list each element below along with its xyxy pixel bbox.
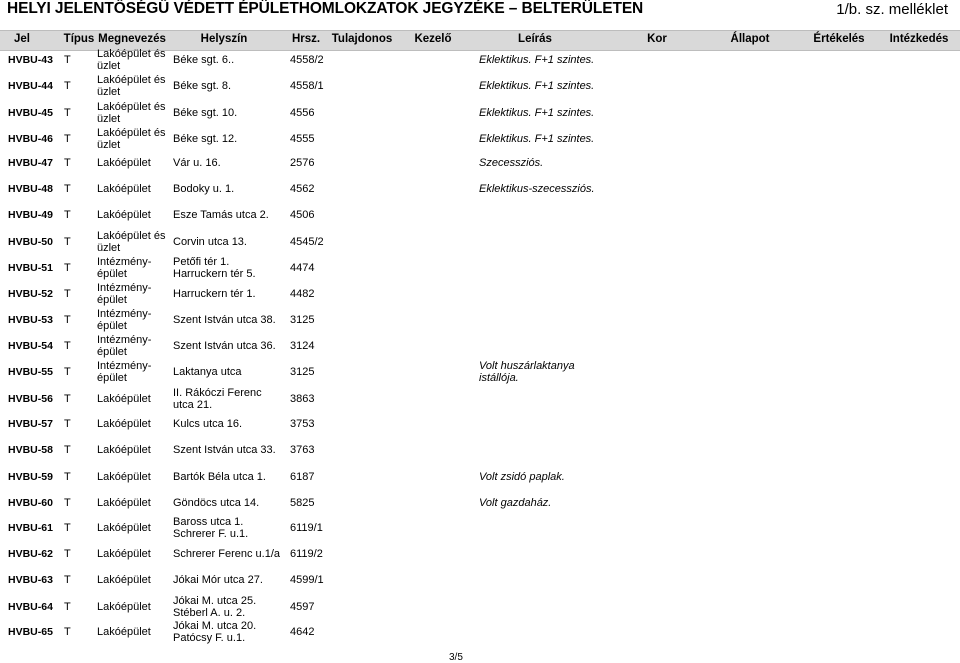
cell-megnevezes-line: Lakóépület bbox=[97, 601, 151, 613]
cell-megnevezes bbox=[97, 183, 151, 195]
cell-megnevezes-line: Lakóépület bbox=[97, 626, 151, 638]
cell-megnevezes-line: épület bbox=[97, 372, 127, 384]
cell-megnevezes bbox=[97, 626, 151, 638]
cell-hrsz: 4545/2 bbox=[290, 236, 324, 248]
cell-leiras: Eklektikus. F+1 szintes. bbox=[479, 54, 595, 66]
cell-hrsz: 3753 bbox=[290, 418, 315, 430]
cell-jel: HVBU-52 bbox=[8, 288, 53, 300]
page-number: 3/5 bbox=[449, 652, 463, 663]
cell-helyszin bbox=[173, 340, 276, 352]
cell-tipus: T bbox=[64, 548, 71, 560]
cell-helyszin-line: Bartók Béla utca 1. bbox=[173, 471, 266, 483]
column-header-allapot: Állapot bbox=[730, 33, 770, 45]
cell-note bbox=[479, 471, 565, 483]
cell-megnevezes-line: Lakóépület és bbox=[97, 230, 166, 242]
cell-helyszin-line: Kulcs utca 16. bbox=[173, 418, 243, 430]
cell-helyszin-line: Béke sgt. 12. bbox=[173, 133, 238, 145]
cell-tipus: T bbox=[64, 314, 71, 326]
cell-helyszin bbox=[173, 157, 221, 169]
cell-hrsz: 4562 bbox=[290, 183, 315, 195]
cell-megnevezes bbox=[97, 282, 151, 306]
cell-megnevezes bbox=[97, 471, 151, 483]
cell-hrsz: 4555 bbox=[290, 133, 315, 145]
cell-helyszin-line: Corvin utca 13. bbox=[173, 236, 247, 248]
cell-helyszin bbox=[173, 387, 262, 411]
cell-tipus: T bbox=[64, 418, 71, 430]
cell-megnevezes-line: Lakóépület bbox=[97, 471, 151, 483]
cell-jel: HVBU-45 bbox=[8, 107, 53, 119]
cell-helyszin-line: Patócsy F. u.1. bbox=[173, 632, 246, 644]
cell-jel: HVBU-54 bbox=[8, 340, 53, 352]
title-bar bbox=[0, 0, 960, 20]
cell-helyszin-line: II. Rákóczi Ferenc bbox=[173, 387, 262, 399]
cell-helyszin-line: Baross utca 1. bbox=[173, 516, 244, 528]
cell-tipus: T bbox=[64, 157, 71, 169]
cell-megnevezes-line: Lakóépület bbox=[97, 157, 151, 169]
cell-tipus: T bbox=[64, 601, 71, 613]
cell-helyszin-line: Schrerer Ferenc u.1/a bbox=[173, 548, 280, 560]
cell-hrsz: 6187 bbox=[290, 471, 315, 483]
column-header-kezelo: Kezelő bbox=[414, 33, 452, 45]
cell-helyszin-line: Bodoky u. 1. bbox=[173, 183, 235, 195]
cell-tipus: T bbox=[64, 626, 71, 638]
cell-helyszin bbox=[173, 574, 263, 586]
cell-megnevezes bbox=[97, 74, 166, 98]
cell-megnevezes bbox=[97, 256, 151, 280]
cell-megnevezes-line: Lakóépület bbox=[97, 548, 151, 560]
cell-helyszin-line: Jókai M. utca 25. bbox=[173, 595, 257, 607]
cell-megnevezes bbox=[97, 209, 151, 221]
cell-megnevezes-line: Intézmény- bbox=[97, 256, 152, 268]
cell-jel: HVBU-64 bbox=[8, 601, 53, 613]
cell-hrsz: 4558/1 bbox=[290, 80, 324, 92]
cell-tipus: T bbox=[64, 80, 71, 92]
cell-megnevezes bbox=[97, 334, 151, 358]
cell-jel: HVBU-61 bbox=[8, 522, 53, 534]
cell-jel: HVBU-49 bbox=[8, 209, 53, 221]
cell-megnevezes-line: épület bbox=[97, 268, 127, 280]
cell-tipus: T bbox=[64, 209, 71, 221]
cell-megnevezes-line: Lakóépület bbox=[97, 444, 151, 456]
cell-helyszin-line: Vár u. 16. bbox=[173, 157, 221, 169]
cell-helyszin bbox=[173, 256, 256, 280]
cell-tipus: T bbox=[64, 133, 71, 145]
cell-megnevezes-line: Intézmény- bbox=[97, 360, 152, 372]
cell-megnevezes-line: Lakóépület bbox=[97, 183, 151, 195]
cell-helyszin-line: Szent István utca 33. bbox=[173, 444, 276, 456]
cell-hrsz: 3863 bbox=[290, 393, 315, 405]
cell-megnevezes-line: Lakóépület és bbox=[97, 48, 166, 60]
cell-tipus: T bbox=[64, 444, 71, 456]
cell-jel: HVBU-44 bbox=[8, 80, 53, 92]
column-header-ertekeles: Értékelés bbox=[813, 33, 865, 45]
column-header-hrsz: Hrsz. bbox=[291, 33, 321, 45]
column-header-intezkedes: Intézkedés bbox=[889, 33, 949, 45]
cell-helyszin-line: Harruckern tér 5. bbox=[173, 268, 256, 280]
cell-note-line: Volt huszárlaktanya bbox=[479, 360, 575, 372]
cell-megnevezes-line: üzlet bbox=[97, 113, 121, 125]
cell-helyszin bbox=[173, 471, 266, 483]
cell-helyszin-line: Béke sgt. 10. bbox=[173, 107, 238, 119]
cell-note-line: istállója. bbox=[479, 372, 519, 384]
cell-tipus: T bbox=[64, 54, 71, 66]
cell-hrsz: 4599/1 bbox=[290, 574, 324, 586]
cell-megnevezes-line: Lakóépület bbox=[97, 209, 151, 221]
cell-hrsz: 4482 bbox=[290, 288, 315, 300]
cell-hrsz: 4506 bbox=[290, 209, 315, 221]
cell-tipus: T bbox=[64, 522, 71, 534]
cell-megnevezes-line: épület bbox=[97, 294, 127, 306]
cell-megnevezes bbox=[97, 48, 166, 72]
cell-megnevezes-line: üzlet bbox=[97, 86, 121, 98]
column-header-megnevezes: Megnevezés bbox=[98, 33, 166, 45]
cell-megnevezes bbox=[97, 497, 151, 509]
cell-leiras: Szecessziós. bbox=[479, 157, 544, 169]
cell-megnevezes-line: épület bbox=[97, 346, 127, 358]
cell-hrsz: 4474 bbox=[290, 262, 315, 274]
cell-helyszin bbox=[173, 548, 280, 560]
cell-tipus: T bbox=[64, 262, 71, 274]
cell-helyszin-line: Stéberl A. u. 2. bbox=[173, 607, 246, 619]
cell-helyszin bbox=[173, 444, 276, 456]
cell-megnevezes bbox=[97, 308, 151, 332]
cell-megnevezes-line: Lakóépület és bbox=[97, 101, 166, 113]
cell-megnevezes-line: Lakóépület bbox=[97, 418, 151, 430]
cell-megnevezes-line: Intézmény- bbox=[97, 282, 152, 294]
cell-leiras: Eklektikus. F+1 szintes. bbox=[479, 80, 595, 92]
cell-helyszin bbox=[173, 183, 234, 195]
column-header-tipus: Típus bbox=[63, 33, 95, 45]
cell-hrsz: 3763 bbox=[290, 444, 315, 456]
cell-megnevezes bbox=[97, 418, 151, 430]
cell-megnevezes-line: Intézmény- bbox=[97, 308, 152, 320]
cell-jel: HVBU-43 bbox=[8, 54, 53, 66]
cell-jel: HVBU-51 bbox=[8, 262, 53, 274]
cell-hrsz: 3124 bbox=[290, 340, 315, 352]
cell-megnevezes-line: üzlet bbox=[97, 242, 121, 254]
cell-tipus: T bbox=[64, 497, 71, 509]
cell-tipus: T bbox=[64, 107, 71, 119]
cell-helyszin-line: Petőfi tér 1. bbox=[173, 256, 230, 268]
cell-megnevezes-line: üzlet bbox=[97, 60, 121, 72]
cell-helyszin-line: Béke sgt. 6.. bbox=[173, 54, 235, 66]
cell-helyszin-line: Jókai Mór utca 27. bbox=[173, 574, 263, 586]
annex-label: 1/b. sz. melléklet bbox=[836, 1, 948, 18]
column-header-tulajdonos: Tulajdonos bbox=[331, 33, 393, 45]
cell-jel: HVBU-53 bbox=[8, 314, 53, 326]
cell-helyszin bbox=[173, 497, 259, 509]
cell-megnevezes bbox=[97, 393, 151, 405]
cell-tipus: T bbox=[64, 393, 71, 405]
cell-megnevezes-line: Lakóépület bbox=[97, 522, 151, 534]
cell-megnevezes-line: üzlet bbox=[97, 139, 121, 151]
cell-hrsz: 6119/2 bbox=[290, 548, 323, 560]
cell-hrsz: 4642 bbox=[290, 626, 315, 638]
cell-megnevezes bbox=[97, 101, 166, 125]
cell-megnevezes bbox=[97, 157, 151, 169]
cell-helyszin-line: Béke sgt. 8. bbox=[173, 80, 232, 92]
document-title: HELYI JELENTŐSÉGŰ VÉDETT ÉPÜLETHOMLOKZATOK JEGYZÉKE – BELTERÜLETEN bbox=[7, 0, 644, 17]
cell-helyszin-line: utca 21. bbox=[173, 399, 213, 411]
cell-megnevezes-line: Intézmény- bbox=[97, 334, 152, 346]
cell-tipus: T bbox=[64, 471, 71, 483]
cell-jel: HVBU-58 bbox=[8, 444, 53, 456]
cell-jel: HVBU-65 bbox=[8, 626, 53, 638]
cell-hrsz: 5825 bbox=[290, 497, 315, 509]
cell-hrsz: 4558/2 bbox=[290, 54, 324, 66]
cell-megnevezes bbox=[97, 230, 166, 254]
cell-helyszin bbox=[173, 418, 242, 430]
cell-jel: HVBU-57 bbox=[8, 418, 53, 430]
cell-tipus: T bbox=[64, 574, 71, 586]
cell-megnevezes bbox=[97, 444, 151, 456]
cell-tipus: T bbox=[64, 288, 71, 300]
cell-helyszin bbox=[173, 595, 256, 619]
cell-jel: HVBU-59 bbox=[8, 471, 53, 483]
cell-megnevezes-line: Lakóépület bbox=[97, 497, 151, 509]
cell-jel: HVBU-50 bbox=[8, 236, 53, 248]
cell-jel: HVBU-55 bbox=[8, 366, 53, 378]
cell-jel: HVBU-56 bbox=[8, 393, 53, 405]
cell-helyszin bbox=[173, 620, 256, 644]
cell-helyszin-line: Szent István utca 38. bbox=[173, 314, 276, 326]
cell-helyszin bbox=[173, 236, 247, 248]
cell-jel: HVBU-63 bbox=[8, 574, 53, 586]
cell-tipus: T bbox=[64, 366, 71, 378]
cell-helyszin bbox=[173, 366, 242, 378]
column-header-kor: Kor bbox=[647, 33, 667, 45]
cell-helyszin bbox=[173, 54, 234, 66]
cell-helyszin bbox=[173, 516, 248, 540]
cell-jel: HVBU-48 bbox=[8, 183, 53, 195]
cell-helyszin bbox=[173, 314, 276, 326]
cell-helyszin-line: Laktanya utca bbox=[173, 366, 242, 378]
cell-megnevezes bbox=[97, 548, 151, 560]
cell-helyszin-line: Jókai M. utca 20. bbox=[173, 620, 257, 632]
cell-tipus: T bbox=[64, 183, 71, 195]
cell-hrsz: 3125 bbox=[290, 366, 315, 378]
cell-jel: HVBU-60 bbox=[8, 497, 53, 509]
cell-jel: HVBU-62 bbox=[8, 548, 53, 560]
cell-note bbox=[479, 360, 575, 384]
cell-hrsz: 2576 bbox=[290, 157, 315, 169]
cell-megnevezes-line: Lakóépület bbox=[97, 574, 151, 586]
cell-tipus: T bbox=[64, 236, 71, 248]
column-header-leiras: Leírás bbox=[518, 33, 552, 45]
cell-megnevezes-line: Lakóépület és bbox=[97, 74, 166, 86]
cell-helyszin-line: Göndöcs utca 14. bbox=[173, 497, 260, 509]
cell-helyszin-line: Esze Tamás utca 2. bbox=[173, 209, 269, 221]
cell-leiras: Eklektikus. F+1 szintes. bbox=[479, 133, 595, 145]
cell-megnevezes-line: Lakóépület és bbox=[97, 127, 166, 139]
column-header-jel: Jel bbox=[14, 33, 30, 45]
cell-helyszin-line: Schrerer F. u.1. bbox=[173, 528, 249, 540]
cell-megnevezes bbox=[97, 127, 166, 151]
cell-megnevezes bbox=[97, 360, 151, 384]
cell-tipus: T bbox=[64, 340, 71, 352]
cell-hrsz: 4556 bbox=[290, 107, 315, 119]
cell-note-line: Volt zsidó paplak. bbox=[479, 471, 565, 483]
cell-hrsz: 3125 bbox=[290, 314, 315, 326]
cell-hrsz: 6119/1 bbox=[290, 522, 323, 534]
cell-helyszin bbox=[173, 80, 231, 92]
cell-helyszin bbox=[173, 133, 237, 145]
cell-hrsz: 4597 bbox=[290, 601, 315, 613]
cell-megnevezes bbox=[97, 574, 151, 586]
cell-jel: HVBU-47 bbox=[8, 157, 53, 169]
cell-note-line: Volt gazdaház. bbox=[479, 497, 552, 509]
cell-helyszin-line: Szent István utca 36. bbox=[173, 340, 276, 352]
cell-jel: HVBU-46 bbox=[8, 133, 53, 145]
cell-megnevezes-line: épület bbox=[97, 320, 127, 332]
cell-leiras: Eklektikus. F+1 szintes. bbox=[479, 107, 595, 119]
column-header-helyszin: Helyszín bbox=[200, 33, 248, 45]
cell-helyszin bbox=[173, 107, 237, 119]
cell-megnevezes bbox=[97, 601, 151, 613]
cell-megnevezes bbox=[97, 522, 151, 534]
cell-megnevezes-line: Lakóépület bbox=[97, 393, 151, 405]
cell-note bbox=[479, 497, 551, 509]
cell-leiras: Eklektikus-szecessziós. bbox=[479, 183, 595, 195]
cell-helyszin bbox=[173, 288, 256, 300]
cell-helyszin bbox=[173, 209, 269, 221]
cell-helyszin-line: Harruckern tér 1. bbox=[173, 288, 256, 300]
